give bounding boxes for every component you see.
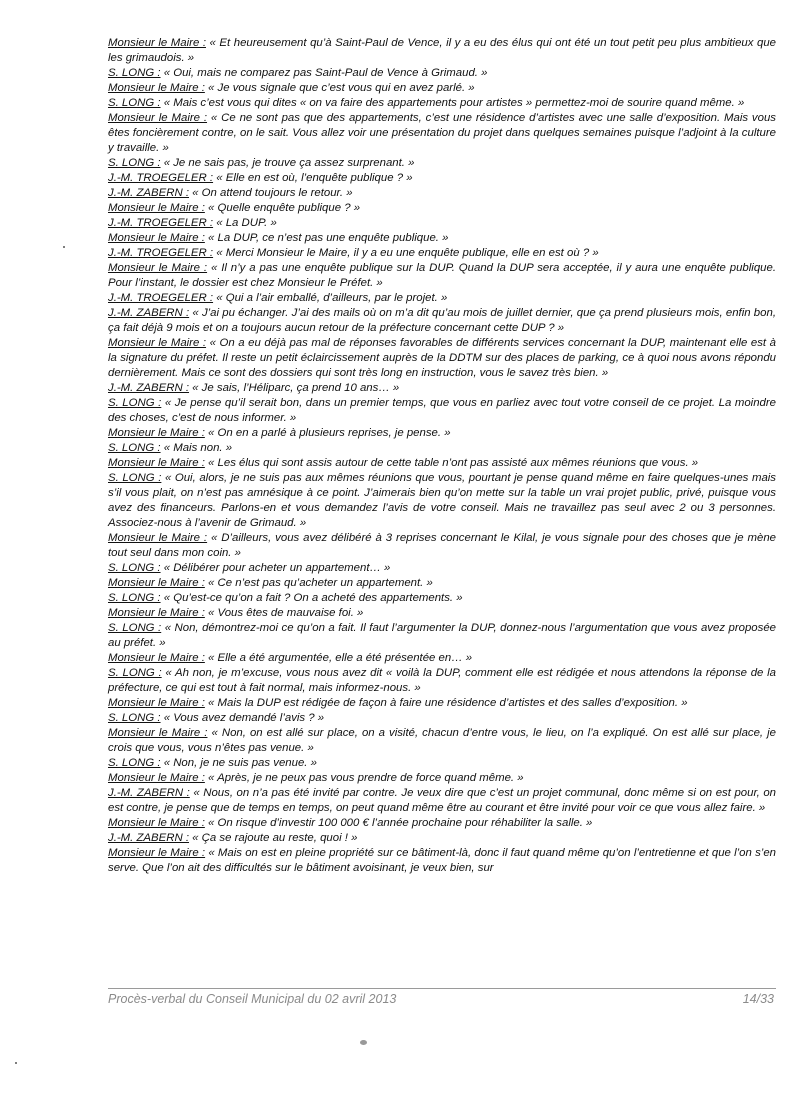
speech-text: « Nous, on n’a pas été invité par contre. Je veux dire que c’est un projet communal, donc même si on est pour, on est contre, je pense que de temps en temps, on peut quand même être au courant et être invité pour voir ce que vous allez faire. » bbox=[108, 787, 776, 814]
transcript-entry bbox=[108, 96, 776, 111]
transcript-entry bbox=[108, 396, 776, 426]
speaker-name: J.-M. ZABERN : bbox=[108, 787, 190, 799]
speech-text: « Les élus qui sont assis autour de cette table n’ont pas assisté aux mêmes réunions que vous. » bbox=[204, 457, 699, 469]
transcript-entry bbox=[108, 471, 776, 531]
transcript-entry bbox=[108, 696, 776, 711]
speaker-name: S. LONG : bbox=[108, 622, 162, 634]
speech-text: « Qui a l’air emballé, d’ailleurs, par le projet. » bbox=[213, 292, 448, 304]
speaker-name: J.-M. ZABERN : bbox=[108, 832, 190, 844]
speech-text: « Elle en est où, l’enquête publique ? » bbox=[213, 172, 413, 184]
transcript-entry bbox=[108, 666, 776, 696]
transcript-entry bbox=[108, 216, 776, 231]
footer-title: Procès-verbal du Conseil Municipal du 02 avril 2013 bbox=[108, 992, 397, 1006]
transcript-entry bbox=[108, 606, 776, 621]
speech-text: « Elle a été argumentée, elle a été présentée en… » bbox=[204, 652, 473, 664]
speaker-name: S. LONG : bbox=[108, 442, 161, 454]
speaker-name: S. LONG : bbox=[108, 67, 161, 79]
speech-text: « Non, je ne suis pas venue. » bbox=[160, 757, 317, 769]
speaker-name: S. LONG : bbox=[108, 157, 161, 169]
speaker-name: S. LONG : bbox=[108, 97, 161, 109]
speech-text: « Ça se rajoute au reste, quoi ! » bbox=[189, 832, 358, 844]
transcript-entry bbox=[108, 186, 776, 201]
speaker-name: S. LONG : bbox=[108, 472, 162, 484]
speech-text: « Non, on est allé sur place, on a visité, chacun d’entre vous, le lieu, on l’a expliqué. On est allé sur place, je crois que vous, vous n’êtes pas venue. » bbox=[108, 727, 776, 754]
speech-text: « Oui, alors, je ne suis pas aux mêmes réunions que vous, pourtant je pense quand même en faire quelques-unes mais s’il vous plait, on n’est pas amnésique à ce point. J’aimerais bien qu’on mette sur la table un vrai projet public, privé, puisque vous avez des financeurs. Parlons-en et vous demandez l’avis de votre conseil. Mais ne travaillez pas seul avec 2 ou 3 personnes. Associez-nous à l’avenir de Grimaud. » bbox=[108, 472, 776, 529]
transcript-entry bbox=[108, 651, 776, 666]
speaker-name: Monsieur le Maire : bbox=[108, 37, 206, 49]
transcript-entry bbox=[108, 156, 776, 171]
transcript-entry bbox=[108, 786, 776, 816]
speech-text: « Merci Monsieur le Maire, il y a eu une enquête publique, elle en est où ? » bbox=[213, 247, 599, 259]
transcript-entry bbox=[108, 456, 776, 471]
speaker-name: J.-M. ZABERN : bbox=[108, 187, 190, 199]
transcript-entry bbox=[108, 246, 776, 261]
speech-text: « Mais on est en pleine propriété sur ce bâtiment-là, donc il faut quand même qu’on l’entretienne et que l’on s’en serve. Que l’on ait des difficultés sur le bâtiment avoisinant, je veux bien, sur bbox=[108, 847, 776, 874]
transcript-entry bbox=[108, 426, 776, 441]
transcript-entry bbox=[108, 561, 776, 576]
transcript-entry bbox=[108, 771, 776, 786]
speech-text: « Ce n’est pas qu’acheter un appartement. » bbox=[204, 577, 433, 589]
speech-text: « Je pense qu’il serait bon, dans un premier temps, que vous en parliez avec tout votre conseil de ce projet. La moindre des choses, c’est de nous informer. » bbox=[108, 397, 776, 424]
speech-text: « Qu’est-ce qu’on a fait ? On a acheté des appartements. » bbox=[160, 592, 463, 604]
speech-text: « On a eu déjà pas mal de réponses favorables de différents services concernant la DUP, maintenant elle est à la signature du préfet. Il reste un petit éclaircissement auprès de la DDTM sur des places de parking, ce à quoi nous avons répondu dernièrement. Mais ce sont des dossiers qui sont très long en instruction, vous le savez très bien. » bbox=[108, 337, 776, 379]
transcript-entry bbox=[108, 531, 776, 561]
speech-text: « Et heureusement qu’à Saint-Paul de Vence, il y a eu des élus qui ont été un tout petit peu plus ambitieux que les grimaudois. » bbox=[108, 37, 776, 64]
speaker-name: Monsieur le Maire : bbox=[108, 697, 205, 709]
speaker-name: Monsieur le Maire : bbox=[108, 817, 205, 829]
speaker-name: Monsieur le Maire : bbox=[108, 607, 205, 619]
transcript-entry bbox=[108, 81, 776, 96]
speaker-name: Monsieur le Maire : bbox=[108, 577, 205, 589]
speech-text: « D’ailleurs, vous avez délibéré à 3 reprises concernant le Kilal, je vous signale pour des choses que je mène tout seul dans mon coin. » bbox=[108, 532, 776, 559]
transcript-entry bbox=[108, 816, 776, 831]
transcript-entry bbox=[108, 171, 776, 186]
speech-text: « Vous avez demandé l’avis ? » bbox=[160, 712, 325, 724]
speech-text: « Ce ne sont pas que des appartements, c’est une résidence d’artistes avec une salle d’exposition. Mais vous êtes foncièrement contre, on le sait. Vous allez voir une présentation du projet dans quelques semaines puisque l’adjoint à la culture y travaille. » bbox=[108, 112, 776, 154]
speech-text: « Je vous signale que c’est vous qui en avez parlé. » bbox=[204, 82, 475, 94]
speech-text: « Quelle enquête publique ? » bbox=[204, 202, 361, 214]
speaker-name: S. LONG : bbox=[108, 592, 161, 604]
speech-text: « La DUP, ce n’est pas une enquête publique. » bbox=[204, 232, 449, 244]
transcript-entry bbox=[108, 336, 776, 381]
transcript-entry bbox=[108, 711, 776, 726]
speaker-name: Monsieur le Maire : bbox=[108, 232, 205, 244]
speaker-name: J.-M. TROEGELER : bbox=[108, 292, 214, 304]
speaker-name: Monsieur le Maire : bbox=[108, 262, 208, 274]
scan-speck bbox=[63, 246, 65, 248]
speech-text: « On risque d’investir 100 000 € l’année prochaine pour réhabiliter la salle. » bbox=[204, 817, 593, 829]
speaker-name: Monsieur le Maire : bbox=[108, 202, 205, 214]
transcript-entry bbox=[108, 111, 776, 156]
transcript-entry bbox=[108, 306, 776, 336]
speech-text: « La DUP. » bbox=[213, 217, 277, 229]
speech-text: « Il n’y a pas une enquête publique sur la DUP. Quand la DUP sera acceptée, il y aura une enquête publique. Pour l’instant, le dossier est chez Monsieur le Préfet. » bbox=[108, 262, 777, 289]
transcript-entry bbox=[108, 756, 776, 771]
speech-text: « Je ne sais pas, je trouve ça assez surprenant. » bbox=[160, 157, 415, 169]
speech-text: « Délibérer pour acheter un appartement… » bbox=[160, 562, 391, 574]
transcript-entry bbox=[108, 261, 776, 291]
speaker-name: J.-M. ZABERN : bbox=[108, 307, 190, 319]
speech-text: « J’ai pu échanger. J’ai des mails où on m’a dit qu’au mois de juillet dernier, que ça prend plusieurs mois, enfin bon, ça fait déjà 9 mois et on a toujours aucun retour de la préfecture concernant cette DUP ? » bbox=[108, 307, 776, 334]
speaker-name: Monsieur le Maire : bbox=[108, 427, 205, 439]
speaker-name: Monsieur le Maire : bbox=[108, 112, 208, 124]
page-footer bbox=[108, 988, 776, 1005]
speaker-name: Monsieur le Maire : bbox=[108, 337, 207, 349]
transcript-entry bbox=[108, 231, 776, 246]
speaker-name: J.-M. TROEGELER : bbox=[108, 217, 214, 229]
speaker-name: Monsieur le Maire : bbox=[108, 772, 205, 784]
scan-speck bbox=[360, 1040, 367, 1045]
transcript-entry bbox=[108, 441, 776, 456]
speech-text: « Mais la DUP est rédigée de façon à faire une résidence d’artistes et des salles d’exposition. » bbox=[204, 697, 688, 709]
speaker-name: S. LONG : bbox=[108, 397, 162, 409]
transcript-entry bbox=[108, 621, 776, 651]
speech-text: « Après, je ne peux pas vous prendre de force quand même. » bbox=[204, 772, 524, 784]
speech-text: « Mais c’est vous qui dites « on va faire des appartements pour artistes » permettez-moi de sourire quand même. » bbox=[160, 97, 745, 109]
transcript-entry bbox=[108, 591, 776, 606]
document-body bbox=[108, 36, 776, 876]
page-number: 14/33 bbox=[742, 992, 774, 1006]
transcript-entry bbox=[108, 831, 776, 846]
speaker-name: S. LONG : bbox=[108, 712, 161, 724]
speech-text: « Mais non. » bbox=[160, 442, 233, 454]
speaker-name: Monsieur le Maire : bbox=[108, 457, 205, 469]
speaker-name: J.-M. TROEGELER : bbox=[108, 247, 214, 259]
transcript-entry bbox=[108, 36, 776, 66]
speaker-name: S. LONG : bbox=[108, 562, 161, 574]
speech-text: « Je sais, l’Héliparc, ça prend 10 ans… » bbox=[189, 382, 400, 394]
speech-text: « On attend toujours le retour. » bbox=[189, 187, 353, 199]
speech-text: « Ah non, je m’excuse, vous nous avez dit « voilà la DUP, comment elle est rédigée et nous attendons la réponse de la préfecture, ce qui est tout à fait normal, mais informez-nous. » bbox=[108, 667, 776, 694]
transcript-entry bbox=[108, 201, 776, 216]
speech-text: « Non, démontrez-moi ce qu’on a fait. Il faut l’argumenter la DUP, donnez-nous l’argumentation que vous avez proposée au préfet. » bbox=[108, 622, 776, 649]
transcript-entry bbox=[108, 66, 776, 81]
speaker-name: Monsieur le Maire : bbox=[108, 847, 206, 859]
speech-text: « On en a parlé à plusieurs reprises, je pense. » bbox=[204, 427, 451, 439]
transcript-entry bbox=[108, 291, 776, 306]
scan-speck bbox=[15, 1062, 17, 1064]
transcript-entry bbox=[108, 381, 776, 396]
speaker-name: S. LONG : bbox=[108, 667, 162, 679]
transcript-entry bbox=[108, 576, 776, 591]
speaker-name: J.-M. TROEGELER : bbox=[108, 172, 214, 184]
speaker-name: Monsieur le Maire : bbox=[108, 727, 208, 739]
speaker-name: S. LONG : bbox=[108, 757, 161, 769]
speaker-name: J.-M. ZABERN : bbox=[108, 382, 190, 394]
speaker-name: Monsieur le Maire : bbox=[108, 82, 205, 94]
speaker-name: Monsieur le Maire : bbox=[108, 652, 205, 664]
speaker-name: Monsieur le Maire : bbox=[108, 532, 208, 544]
transcript-entry bbox=[108, 846, 776, 876]
speech-text: « Vous êtes de mauvaise foi. » bbox=[204, 607, 364, 619]
transcript-entry bbox=[108, 726, 776, 756]
speech-text: « Oui, mais ne comparez pas Saint-Paul de Vence à Grimaud. » bbox=[160, 67, 488, 79]
